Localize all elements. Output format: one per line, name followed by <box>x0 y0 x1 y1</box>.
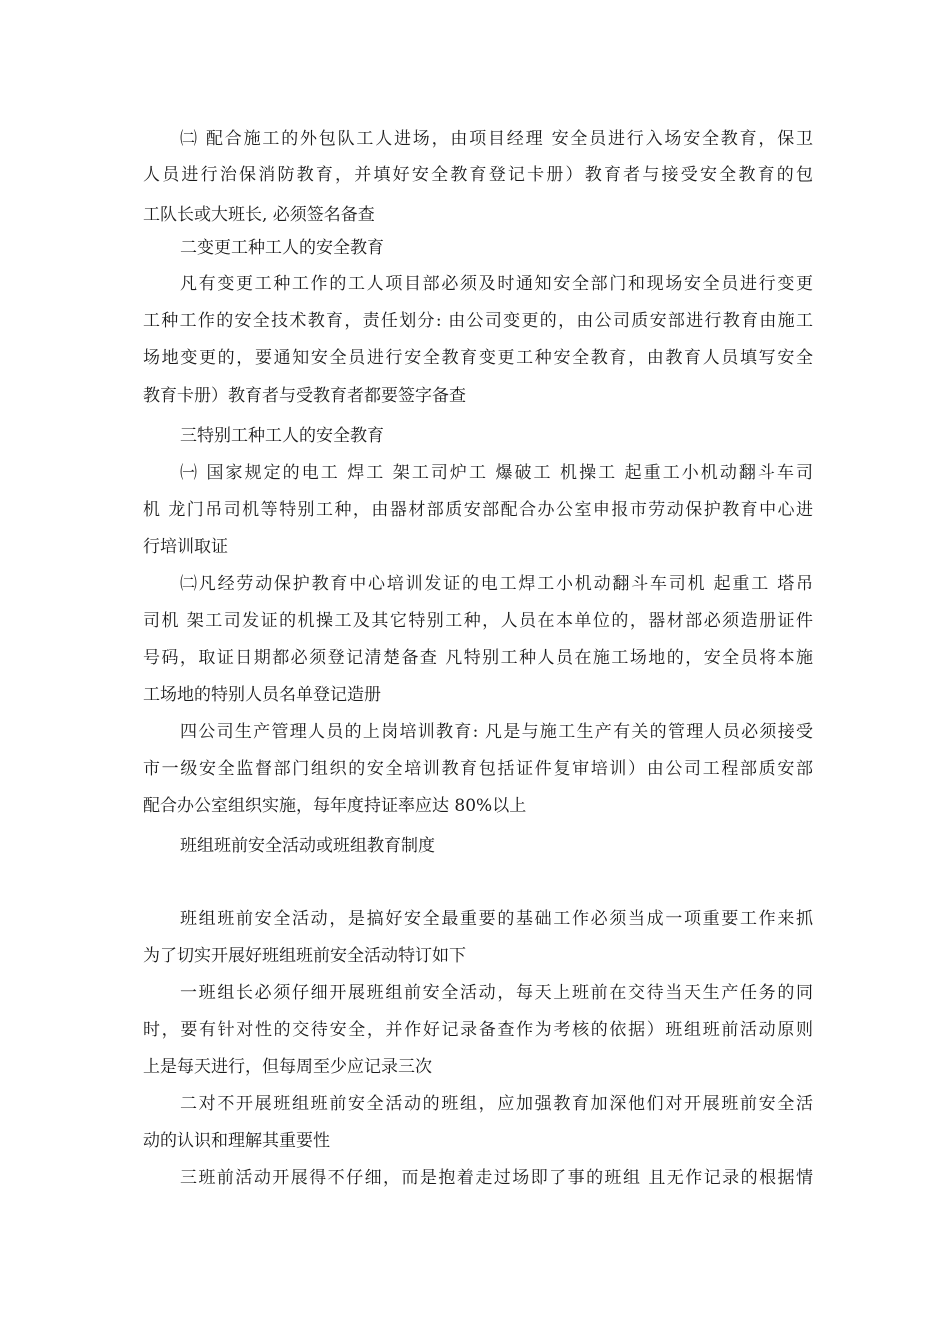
paragraph-line: 三班前活动开展得不仔细，而是抱着走过场即了事的班组 且无作记录的根据情 <box>180 1168 813 1188</box>
section-heading: 班组班前安全活动或班组教育制度 <box>180 836 435 856</box>
paragraph-line: 一班组长必须仔细开展班组前安全活动，每天上班前在交待当天生产任务的同 <box>180 983 813 1003</box>
paragraph-line: 机 龙门吊司机等特别工种，由器材部质安部配合办公室申报市劳动保护教育中心进 <box>143 500 813 520</box>
paragraph-line: 凡有变更工种工作的工人项目部必须及时通知安全部门和现场安全员进行变更 <box>180 274 813 294</box>
paragraph-line: 班组班前安全活动，是搞好安全最重要的基础工作必须当成一项重要工作来抓 <box>180 909 813 929</box>
paragraph-line: 工场地的特别人员名单登记造册 <box>143 685 381 705</box>
paragraph-line: 配合办公室组织实施，每年度持证率应达 80%以上 <box>143 796 527 816</box>
paragraph-line: 时，要有针对性的交待安全，并作好记录备查作为考核的依据）班组班前活动原则 <box>143 1020 813 1040</box>
paragraph-line: 工种工作的安全技术教育，责任划分: 由公司变更的，由公司质安部进行教育由施工 <box>143 311 813 331</box>
paragraph-line: 二对不开展班组班前安全活动的班组，应加强教育加深他们对开展班前安全活 <box>180 1094 813 1114</box>
paragraph-line: 为了切实开展好班组班前安全活动特订如下 <box>143 946 466 966</box>
paragraph-line: 号码，取证日期都必须登记清楚备查 凡特别工种人员在施工场地的，安全员将本施 <box>143 648 813 668</box>
paragraph-line: ㈡ 配合施工的外包队工人进场，由项目经理 安全员进行入场安全教育，保卫 <box>180 129 813 149</box>
paragraph-line: 人员进行治保消防教育，并填好安全教育登记卡册）教育者与接受安全教育的包 <box>143 165 813 185</box>
section-heading: 二变更工种工人的安全教育 <box>180 238 384 258</box>
paragraph-line: 动的认识和理解其重要性 <box>143 1131 330 1151</box>
paragraph-line: 场地变更的，要通知安全员进行安全教育变更工种安全教育，由教育人员填写安全 <box>143 348 813 368</box>
paragraph-line: 市一级安全监督部门组织的安全培训教育包括证件复审培训）由公司工程部质安部 <box>143 759 813 779</box>
paragraph-line: ㈠ 国家规定的电工 焊工 架工司炉工 爆破工 机操工 起重工小机动翻斗车司 <box>180 463 813 483</box>
paragraph-line: 行培训取证 <box>143 537 228 557</box>
paragraph-line: 教育卡册）教育者与受教育者都要签字备查 <box>143 386 466 406</box>
section-heading: 三特别工种工人的安全教育 <box>180 426 384 446</box>
paragraph-line: 上是每天进行，但每周至少应记录三次 <box>143 1057 432 1077</box>
paragraph-line: 四公司生产管理人员的上岗培训教育: 凡是与施工生产有关的管理人员必须接受 <box>180 722 813 742</box>
paragraph-line: 司机 架工司发证的机操工及其它特别工种，人员在本单位的，器材部必须造册证件 <box>143 611 813 631</box>
paragraph-line: ㈡凡经劳动保护教育中心培训发证的电工焊工小机动翻斗车司机 起重工 塔吊 <box>180 574 813 594</box>
paragraph-line: 工队长或大班长, 必须签名备查 <box>143 205 375 225</box>
